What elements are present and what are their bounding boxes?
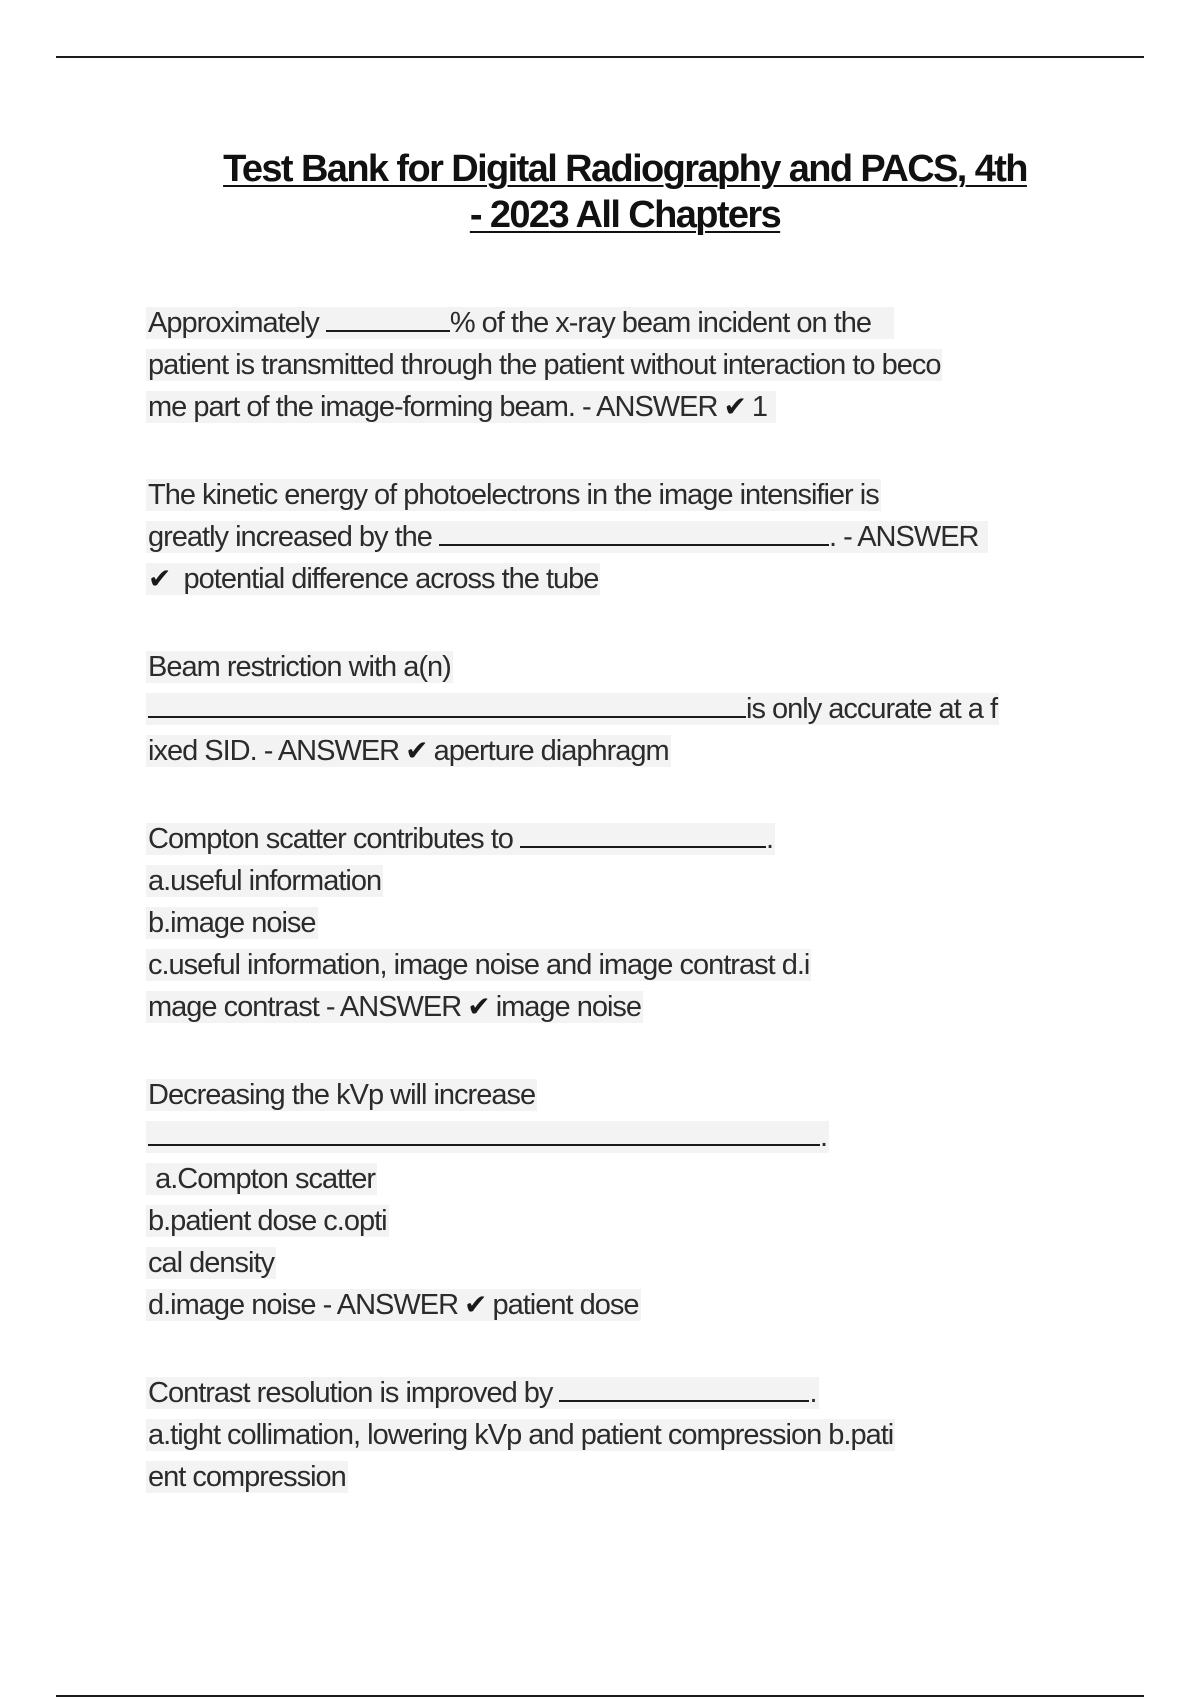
question-3 [146,646,1086,772]
q2-text-c: . - ANSWER [828,521,979,553]
q5-option-b-cont: cal density [148,1247,275,1279]
question-1 [146,302,1086,428]
q4-answer: image noise [495,991,642,1023]
q3-text-a: Beam restriction with a(n) [148,651,451,683]
q5-text-b: . [820,1121,828,1153]
q4-blank [520,818,766,848]
q3-text-c: ixed SID. - ANSWER [148,735,400,767]
title-line-1: Test Bank for Digital Radiography and PACS, 4th [223,148,1027,190]
q4-option-d: mage contrast - ANSWER [148,991,462,1023]
q1-blank [326,302,450,332]
document-title [120,146,1130,238]
check-icon: ✔ [467,991,490,1022]
question-2 [146,474,1086,600]
check-icon: ✔ [723,391,746,422]
q5-answer: patient dose [492,1289,639,1321]
q6-text-a: Contrast resolution is improved by [148,1377,553,1409]
q4-option-b: b.image noise [148,907,316,939]
check-icon: ✔ [405,735,428,766]
question-6 [146,1372,1086,1498]
q1-text-a: Approximately [148,307,319,339]
q3-blank [148,688,746,718]
q5-text-a: Decreasing the kVp will increase [148,1079,536,1111]
check-icon: ✔ [464,1289,487,1320]
q1-text-d: me part of the image-forming beam. - ANSWER [148,391,718,423]
q5-option-a: a.Compton scatter [155,1163,376,1195]
q1-text-c: patient is transmitted through the patient without interaction to beco [148,349,941,381]
q6-option-b-cont: ent compression [148,1461,346,1493]
q3-answer: aperture diaphragm [433,735,669,767]
q1-text-b: % of the x-ray beam incident on the [449,307,872,339]
q6-option-a: a.tight collimation, lowering kVp and patient compression b.pati [148,1419,894,1451]
check-icon: ✔ [148,563,171,594]
q6-text-b: . [809,1377,817,1409]
q5-option-d: d.image noise - ANSWER [148,1289,459,1321]
q4-option-c: c.useful information, image noise and image contrast d.i [148,949,810,981]
bottom-rule [56,1695,1144,1697]
q5-option-b: b.patient dose c.opti [148,1205,387,1237]
top-rule [56,56,1144,58]
q2-answer: potential difference across the tube [183,563,599,595]
q2-text-b: greatly increased by the [148,521,432,553]
q6-blank [559,1372,809,1402]
q2-text-a: The kinetic energy of photoelectrons in the image intensifier is [148,479,879,511]
question-5 [146,1074,1086,1326]
q3-text-b: is only accurate at a f [746,693,998,725]
question-list [146,302,1086,1498]
question-4 [146,818,1086,1028]
q4-text-b: . [765,823,774,855]
q4-option-a: a.useful information [148,865,382,897]
q2-blank [439,516,829,546]
q1-answer: 1 [751,391,768,423]
title-line-2: - 2023 All Chapters [469,194,781,236]
q4-text-a: Compton scatter contributes to [148,823,513,855]
q5-blank [148,1116,820,1146]
